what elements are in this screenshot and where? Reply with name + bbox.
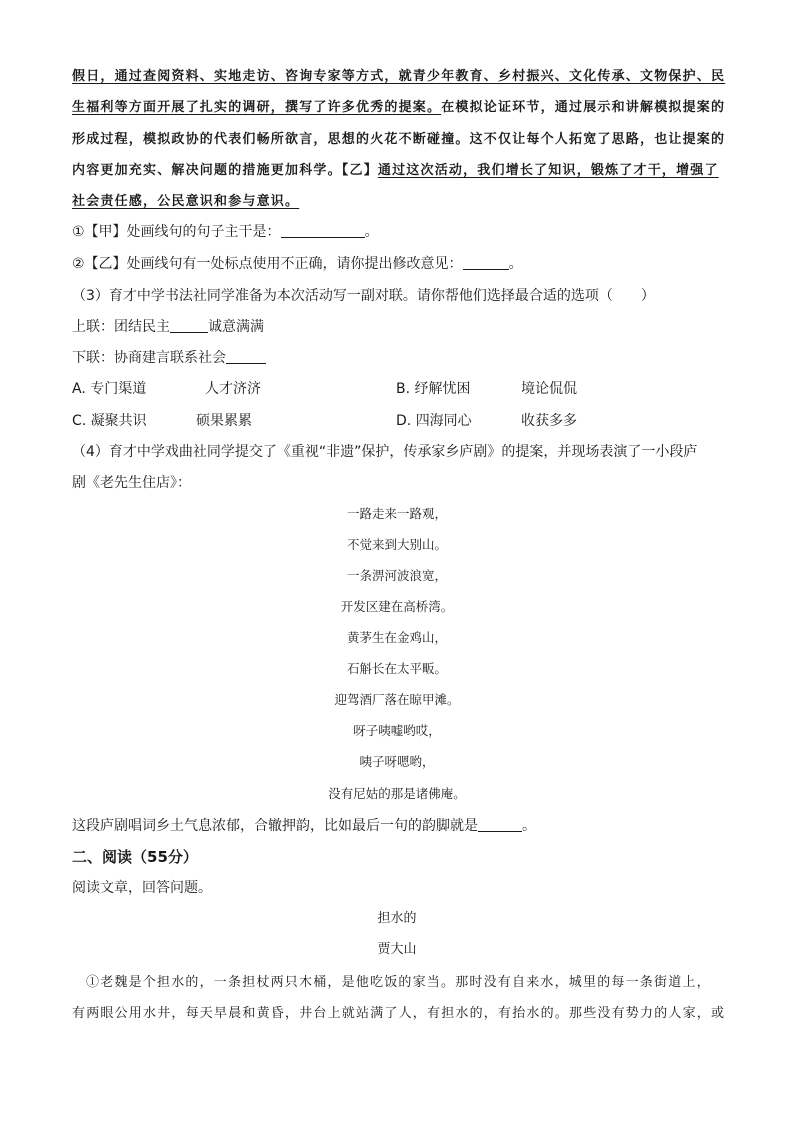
passage-line-3: 形成过程，模拟政协的代表们畅所欲言，思想的火花不断碰撞。这不仅让每个人拓宽了思路，也让提案的 (72, 132, 726, 147)
lyric-line: 不觉来到大别山。 (346, 537, 447, 552)
question-4: （4）育才中学戏曲社同学提交了《重视“非遗”保护，传承家乡庐剧》的提案，并现场表演了一小段庐 (72, 444, 698, 460)
lyric-line: 一路走来一路观， (346, 506, 447, 521)
option-d[interactable]: D. 四海同心 (396, 413, 472, 429)
question-1: ①【甲】处画线句的句子主干是： 。 (72, 224, 379, 240)
passage-line-5: 社会责任感，公民意识和参与意识。 (72, 194, 300, 209)
lyric-line: 开发区建在高桥湾。 (340, 599, 454, 614)
article-author: 贾大山 (377, 942, 417, 957)
couplet-upper-blank[interactable] (170, 318, 208, 333)
question-4-prompt: 这段庐剧唱词乡土气息浓郁，合辙押韵，比如最后一句的韵脚就是 。 (72, 818, 536, 834)
article-paragraph-1-cont: 有两眼公用水井，每天早晨和黄昏，井台上就站满了人，有担水的，有抬水的。那些没有势力的人家，或 (72, 1006, 726, 1021)
option-a[interactable]: A. 专门渠道 (72, 381, 147, 397)
lyric-line: 迎驾酒厂落在晾甲滩。 (334, 692, 460, 707)
option-c-second: 硕果累累 (196, 413, 252, 429)
section-heading: 二、阅读（55分） (72, 848, 198, 866)
couplet-lower: 下联：协商建言联系社会 (72, 347, 266, 369)
passage-line-1 (72, 66, 725, 88)
article-paragraph-1: ①老魏是个担水的，一条担杖两只木桶，是他吃饭的家当。那时没有自来水，城里的每一条街道上， (86, 975, 711, 990)
underlined-sentence-jia: 假日，通过查阅资料、实地走访、咨询专家等方式，就青少年教育、乡村振兴、文化传承、文物保护、民 (72, 69, 726, 84)
passage-line-4: 内容更加充实、解决问题的措施更加科学。【乙】通过这次活动，我们增长了知识，锻炼了才干，增强了 (72, 163, 719, 178)
passage-line-2: 生福利等方面开展了扎实的调研，撰写了许多优秀的提案。在模拟论证环节，通过展示和讲解模拟提案的 (72, 100, 726, 115)
lyric-line: 咦子呀嗯哟， (359, 754, 435, 769)
lyric-line: 石斛长在太平畈。 (346, 661, 447, 676)
answer-blank-1[interactable] (281, 223, 365, 238)
option-b[interactable]: B. 纾解忧困 (396, 381, 471, 397)
answer-blank-4[interactable] (478, 817, 522, 832)
question-3: （3）育才中学书法社同学准备为本次活动写一副对联。请你帮他们选择最合适的选项（ ） (72, 288, 655, 304)
option-a-second: 人才济济 (205, 381, 261, 397)
option-c[interactable]: C. 凝聚共识 (72, 413, 147, 429)
question-2: ②【乙】处画线句有一处标点使用不正确，请你提出修改意见： 。 (72, 256, 523, 272)
question-4-cont: 剧《老先生住店》： (72, 475, 191, 491)
lyric-line: 没有尼姑的那是诸佛庵。 (328, 786, 466, 801)
option-b-second: 境论侃侃 (521, 381, 577, 397)
lyric-line: 呀子咦嘘哟哎， (353, 723, 441, 738)
lyric-line: 黄茅生在金鸡山， (346, 630, 447, 645)
couplet-lower-blank[interactable] (226, 349, 266, 364)
underlined-sentence-yi: 通过这次活动，我们增长了知识，锻炼了才干，增强了 (377, 163, 719, 178)
answer-blank-2[interactable] (463, 255, 509, 270)
couplet-upper: 上联：团结民主 诚意满满 (72, 319, 264, 335)
lyric-line: 一条淠河波浪宽， (346, 568, 447, 583)
section-instruction: 阅读文章，回答问题。 (72, 880, 212, 896)
option-d-second: 收获多多 (521, 413, 577, 429)
article-title: 担水的 (377, 911, 417, 926)
